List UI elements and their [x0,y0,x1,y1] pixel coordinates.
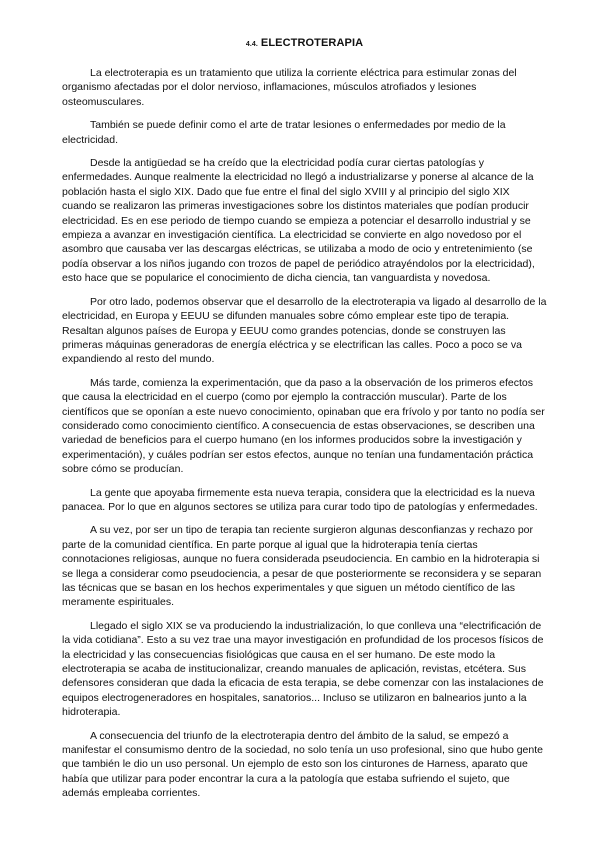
paragraph-9: A consecuencia del triunfo de la electroterapia dentro del ámbito de la salud, se empezó a manifestar el consumismo dentro de la sociedad, no solo tenía un uso profesional, sino que hubo gente que también le dio un uso personal. Un ejemplo de esto son los cinturones de Harness, aparato que había que utilizar para poder encontrar la cura a la patología que estaba sufriendo el sujeto, que además empleaba corrientes. [62,729,543,800]
paragraph-8: Llegado el siglo XIX se va produciendo la industrialización, lo que conlleva una “electrificación de la vida cotidiana”. Esto a su vez trae una mayor investigación en profundidad de los procesos físicos de la electricidad y las consecuencias fisiológicas que causa en el ser humano. De este modo la electroterapia se acaba de institucionalizar, creando manuales de aplicación, revistas, etcétera. Sus defensores consideran que dada la eficacia de esta terapia, se debe comenzar con las instalaciones de equipos electrogeneradores en hospitales, sanatorios... Incluso se utilizaron en balnearios junto a la hidroterapia. [62,619,544,719]
document-page [62,36,547,810]
paragraph-1: La electroterapia es un tratamiento que utiliza la corriente eléctrica para estimular zonas del organismo afectadas por el dolor nervioso, inflamaciones, músculos atrofiados y lesiones osteomusculares. [62,67,517,108]
paragraph-6: La gente que apoyaba firmemente esta nueva terapia, considera que la electricidad es la nueva panacea. Por lo que en algunos sectores se utiliza para curar todo tipo de patologías y enfermedades. [62,486,538,513]
paragraph-4: Por otro lado, podemos observar que el desarrollo de la electroterapia va ligado al desarrollo de la electricidad, en Europa y EEUU se difunden manuales sobre cómo emplear este tipo de terapia. Resaltan algunos países de Europa y EEUU como grandes potencias, donde se construyen las primeras máquinas generadoras de energía eléctrica y se electrifican las calles. Poco a poco se va expandiendo al resto del mundo. [62,295,547,366]
paragraph-7: A su vez, por ser un tipo de terapia tan reciente surgieron algunas desconfianzas y rechazo por parte de la comunidad científica. En parte porque al igual que la hidroterapia tenía ciertas connotaciones religiosas, aunque no fuera considerada pseudociencia. En cambio en la hidroterapia si se llega a considerar como pseudociencia, a pesar de que posteriormente se reconsidera y se separan las técnicas que se basan en los hechos experimentales y que siguen un método científico de las meramente espirituales. [62,524,542,609]
paragraph-3: Desde la antigüedad se ha creído que la electricidad podía curar ciertas patologías y enfermedades. Aunque realmente la electricidad no llegó a industrializarse y ponerse al alcance de la población hasta el siglo XIX. Dado que fue entre el final del siglo XVIII y al principio del siglo XIX cuando se realizaron las primeras investigaciones sobre los distintos materiales que podían producir electricidad. Es en ese periodo de tiempo cuando se empieza a potenciar el desarrollo industrial y se empieza a avanzar en investigación científica. La electricidad se convierte en algo novedoso por el asombro que causaba ver las descargas eléctricas, se utilizaba a modo de ocio y entretenimiento (se podía observar a los niños jugando con trozos de papel de periódico atrayéndolos por la electricidad), esto hace que se popularice el conocimiento de dicha ciencia, tan vanguardista y novedosa. [62,157,535,285]
paragraph-2: También se puede definir como el arte de tratar lesiones o enfermedades por medio de la electricidad. [62,119,506,146]
section-number: 4.4. [245,41,258,48]
section-title: ELECTROTERAPIA [260,37,364,49]
paragraph-5: Más tarde, comienza la experimentación, que da paso a la observación de los primeros efectos que causa la electricidad en el cuerpo (como por ejemplo la contracción muscular). Parte de los científicos que se oponían a este nuevo conocimiento, opinaban que era frívolo y por tanto no podía ser considerado como conocimiento científico. A consecuencia de estas observaciones, se describen una variedad de beneficios para el cuerpo humano (en los informes producidos sobre la investigación y experimentación), y cuáles podrían ser estos efectos, aunque no tenían una fundamentación práctica sobre cómo se producían. [62,376,545,476]
section-heading [62,36,547,52]
